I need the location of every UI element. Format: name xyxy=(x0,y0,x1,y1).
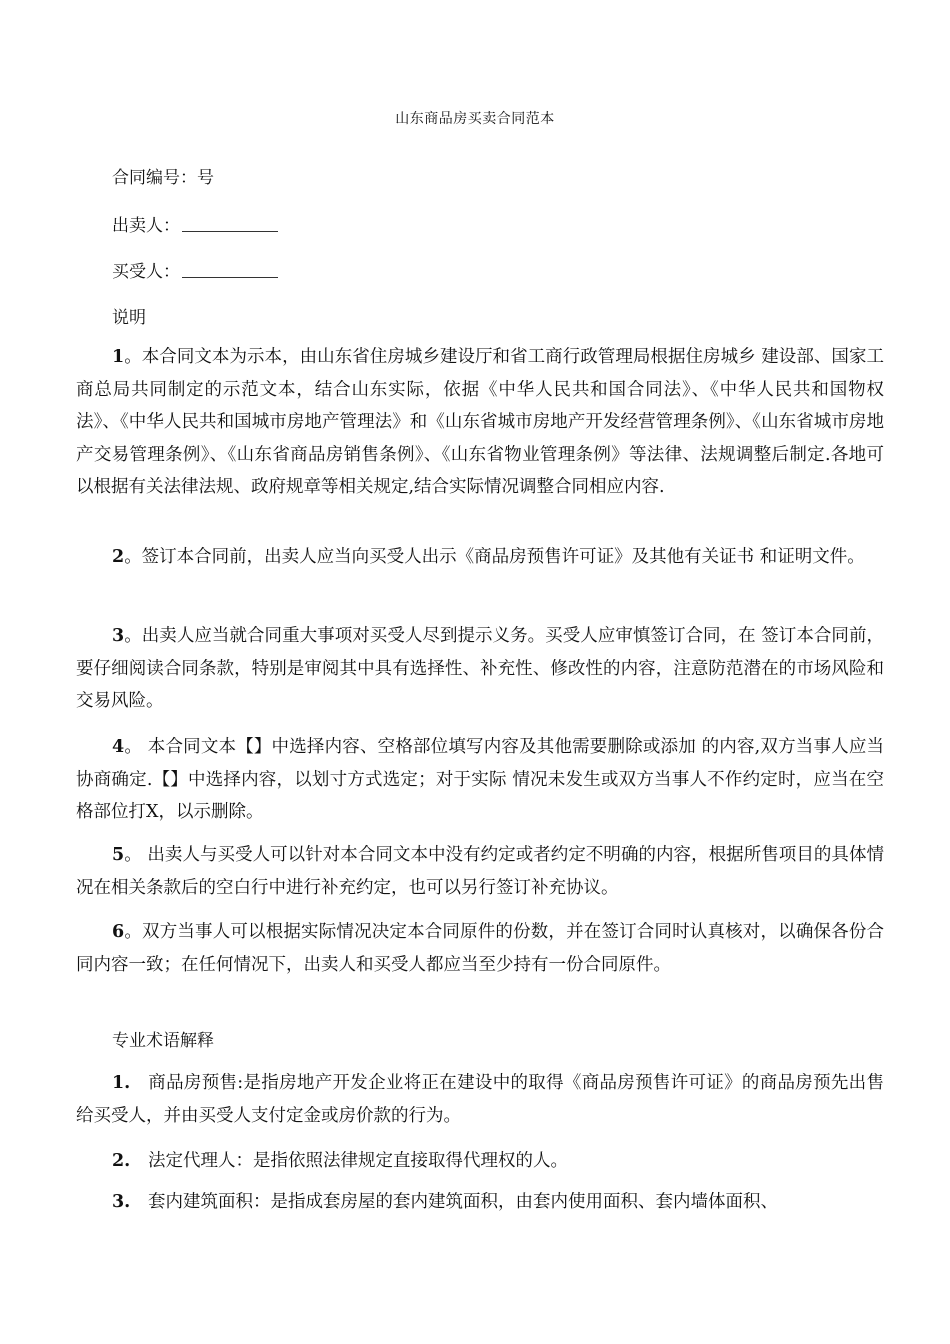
explanation-item-3 xyxy=(76,620,884,718)
explanation-item-number: 4 xyxy=(112,737,125,757)
term-item-text: 商品房预售:是指房地产开发企业将正在建设中的取得《商品房预售许可证》的商品房预先出售给买受人，并由买受人支付定金或房价款的行为。 xyxy=(76,1073,884,1126)
explanation-item-1 xyxy=(76,341,884,504)
explanation-item-number: 2 xyxy=(112,547,125,567)
explanation-item-2 xyxy=(76,541,884,574)
document-title: 山东商品房买卖合同范本 xyxy=(395,111,555,127)
term-item-text: 套内建筑面积：是指成套房屋的套内建筑面积，由套内使用面积、套内墙体面积、 xyxy=(148,1192,778,1212)
explanation-item-text: 。本合同文本为示本，由山东省住房城乡建设厅和省工商行政管理局根据住房城乡 建设部、国家工商总局共同制定的示范文本，结合山东实际，依据《中华人民共和国合同法》、《中华人民共和国物权法》、《中华人民共和国城市房地产管理法》和《山东省城市房地产开发经营管理条例》、《山东省城市房地产交易管理条例》、《山东省商品房销售条例》、《山东省物业管理条例》等法律、法规调整后制定.各地可以根据有关法律法规、政府规章等相关规定,结合实际情况调整合同相应内容. xyxy=(76,347,884,497)
explanation-item-text: 。 出卖人与买受人可以针对本合同文本中没有约定或者约定不明确的内容，根据所售项目的具体情况在相关条款后的空白行中进行补充约定，也可以另行签订补充协议。 xyxy=(76,845,884,898)
buyer-line xyxy=(112,257,278,282)
explanation-item-6 xyxy=(76,916,884,981)
explanation-item-number: 3 xyxy=(112,626,125,646)
buyer-blank xyxy=(182,276,278,278)
explanation-item-4 xyxy=(76,731,884,829)
term-item-3 xyxy=(76,1186,884,1219)
explanation-item-number: 5 xyxy=(112,845,125,865)
explanation-item-text: 。双方当事人可以根据实际情况决定本合同原件的份数，并在签订合同时认真核对，以确保各份合同内容一致；在任何情况下，出卖人和买受人都应当至少持有一份合同原件。 xyxy=(76,922,884,975)
explanation-item-text: 。 本合同文本【】中选择内容、空格部位填写内容及其他需要删除或添加 的内容,双方当事人应当协商确定.【】中选择内容，以划寸方式选定；对于实际 情况未发生或双方当事人不作约定时，应当在空格部位打X，以示删除。 xyxy=(76,737,884,822)
seller-label: 出卖人： xyxy=(112,216,180,236)
terms-heading: 专业术语解释 xyxy=(112,1031,214,1051)
explanation-item-number: 6 xyxy=(112,922,125,942)
seller-blank xyxy=(182,230,278,232)
explanation-item-text: 。签订本合同前，出卖人应当向买受人出示《商品房预售许可证》及其他有关证书 和证明文件。 xyxy=(124,547,865,567)
term-item-text: 法定代理人：是指依照法律规定直接取得代理权的人。 xyxy=(148,1151,568,1171)
term-item-number: 1. xyxy=(112,1073,131,1093)
contract-number-line: 合同编号：号 xyxy=(112,168,214,188)
term-item-number: 3. xyxy=(112,1192,131,1212)
explanation-item-number: 1 xyxy=(112,347,125,367)
explanation-item-5 xyxy=(76,839,884,904)
explanation-heading: 说明 xyxy=(112,308,146,328)
seller-line xyxy=(112,211,278,236)
buyer-label: 买受人： xyxy=(112,262,180,282)
term-item-1 xyxy=(76,1067,884,1132)
term-item-number: 2. xyxy=(112,1151,131,1171)
explanation-item-text: 。出卖人应当就合同重大事项对买受人尽到提示义务。买受人应审慎签订合同，在 签订本合同前，要仔细阅读合同条款，特别是审阅其中具有选择性、补充性、修改性的内容，注意防范潜在的市场风险和交易风险。 xyxy=(76,626,884,711)
term-item-2 xyxy=(76,1145,884,1178)
